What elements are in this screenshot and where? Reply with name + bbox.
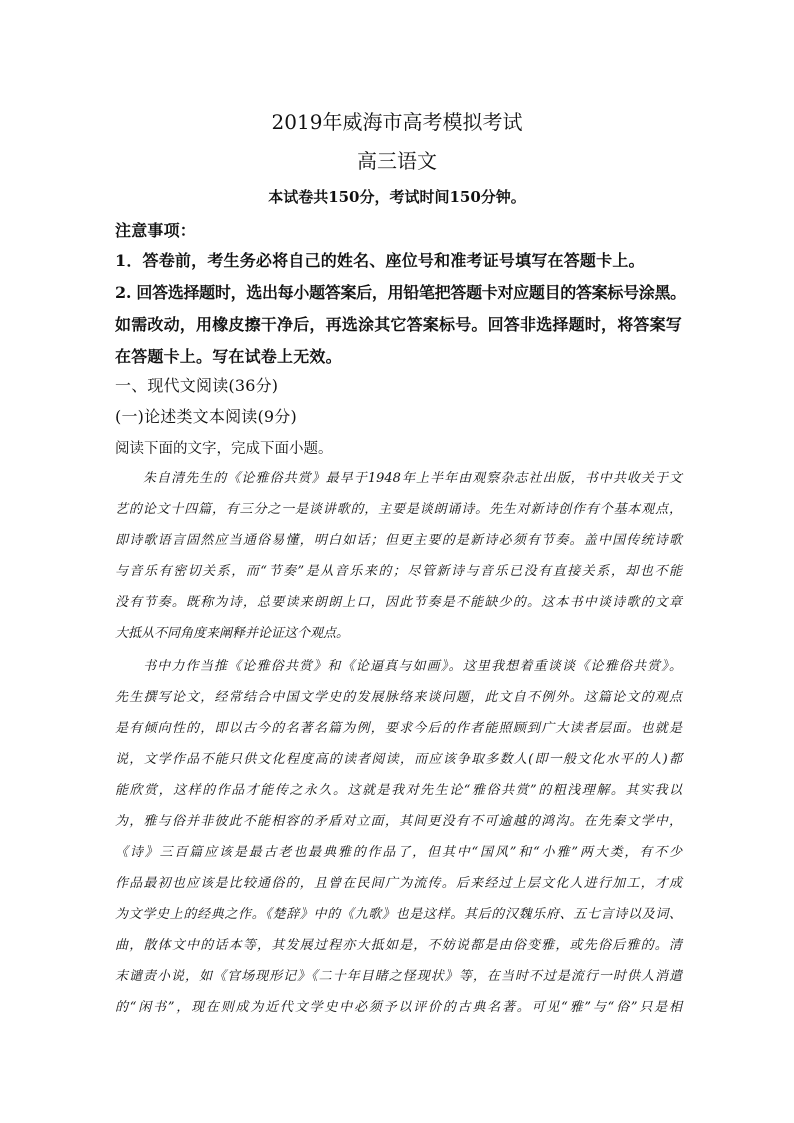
section-heading: 一、现代文阅读(36分) bbox=[115, 376, 279, 395]
passage-p1-line: 大抵从不同角度来阐释并论证这个观点。 bbox=[115, 626, 350, 641]
passage-p2-line: 为，雅与俗并非彼此不能相容的矛盾对立面，其间更没有不可逾越的鸿沟。在先秦文学中， bbox=[115, 814, 682, 829]
notice-item-2-line-1: 2. 回答选择题时，选出每小题答案后，用铅笔把答题卡对应题目的答案标号涂黑。 bbox=[115, 283, 686, 302]
passage-p2-line: 是有倾向性的，即以古今的名著名篇为例，要求今后的作者能照顾到广大读者层面。也就是 bbox=[115, 721, 682, 736]
passage-p2-line: 曲，散体文中的话本等，其发展过程亦大抵如是，不妨说都是由俗变雅，或先俗后雅的。清 bbox=[115, 938, 682, 953]
exam-title: 2019年威海市高考模拟考试 bbox=[271, 110, 523, 134]
passage-p2-line: 的“闲书”，现在则成为近代文学史中必须予以评价的古典名著。可见“雅”与“俗”只是相 bbox=[115, 1000, 682, 1015]
notice-heading: 注意事项： bbox=[115, 221, 197, 240]
passage-p2-line: 能欣赏，这样的作品才能传之永久。这就是我对先生论“雅俗共赏”的粗浅理解。其实我以 bbox=[115, 783, 682, 798]
passage-p1-line: 与音乐有密切关系，而“节奏”是从音乐来的；尽管新诗与音乐已没有直接关系，却也不能 bbox=[115, 564, 682, 579]
passage-p2-line: 为文学史上的经典之作。《楚辞》中的《九歌》也是这样。其后的汉魏乐府、五七言诗以及词、 bbox=[115, 907, 682, 922]
notice-item-2-line-2: 如需改动，用橡皮擦干净后，再选涂其它答案标号。回答非选择题时，将答案写 bbox=[115, 315, 683, 334]
passage-p2-line: 末谴责小说，如《官场现形记》《二十年目睹之怪现状》等，在当时不过是流行一时供人消遣 bbox=[115, 969, 682, 984]
passage-p2-line: 说，文学作品不能只供文化程度高的读者阅读，而应该争取多数人(即一般文化水平的人)都 bbox=[115, 752, 682, 767]
notice-item-2-line-3: 在答题卡上。写在试卷上无效。 bbox=[115, 347, 342, 366]
passage-p2-line: 先生撰写论文，经常结合中国文学史的发展脉络来谈问题，此文自不例外。这篇论文的观点 bbox=[115, 690, 682, 705]
subsection-heading: (一)论述类文本阅读(9分) bbox=[115, 407, 297, 426]
exam-subject: 高三语文 bbox=[357, 149, 437, 173]
reading-instruction: 阅读下面的文字，完成下面小题。 bbox=[115, 441, 333, 457]
passage-p1-line: 即诗歌语言固然应当通俗易懂，明白如话；但更主要的是新诗必须有节奏。盖中国传统诗歌 bbox=[115, 533, 682, 548]
passage-p1-line: 艺的论文十四篇，有三分之一是谈讲歌的，主要是谈朗诵诗。先生对新诗创作有个基本观点， bbox=[115, 502, 682, 517]
passage-p1-line: 没有节奏。既称为诗，总要读来朗朗上口，因此节奏是不能缺少的。这本书中谈诗歌的文章 bbox=[115, 595, 682, 610]
passage-p2-line: 作品最初也应该是比较通俗的，且曾在民间广为流传。后来经过上层文化人进行加工，才成 bbox=[115, 876, 682, 891]
passage-p1-line: 朱自清先生的《论雅俗共赏》最早于1948年上半年由观察杂志社出版，书中共收关于文 bbox=[143, 471, 682, 486]
exam-info: 本试卷共150分，考试时间150分钟。 bbox=[268, 188, 526, 206]
passage-p2-line: 《诗》三百篇应该是最古老也最典雅的作品了，但其中“国风”和“小雅”两大类，有不少 bbox=[115, 845, 682, 860]
passage-p2-line: 书中力作当推《论雅俗共赏》和《论逼真与如画》。这里我想着重谈谈《论雅俗共赏》。 bbox=[143, 659, 682, 674]
notice-item-1: 1．答卷前，考生务必将自己的姓名、座位号和准考证号填写在答题卡上。 bbox=[115, 251, 645, 270]
